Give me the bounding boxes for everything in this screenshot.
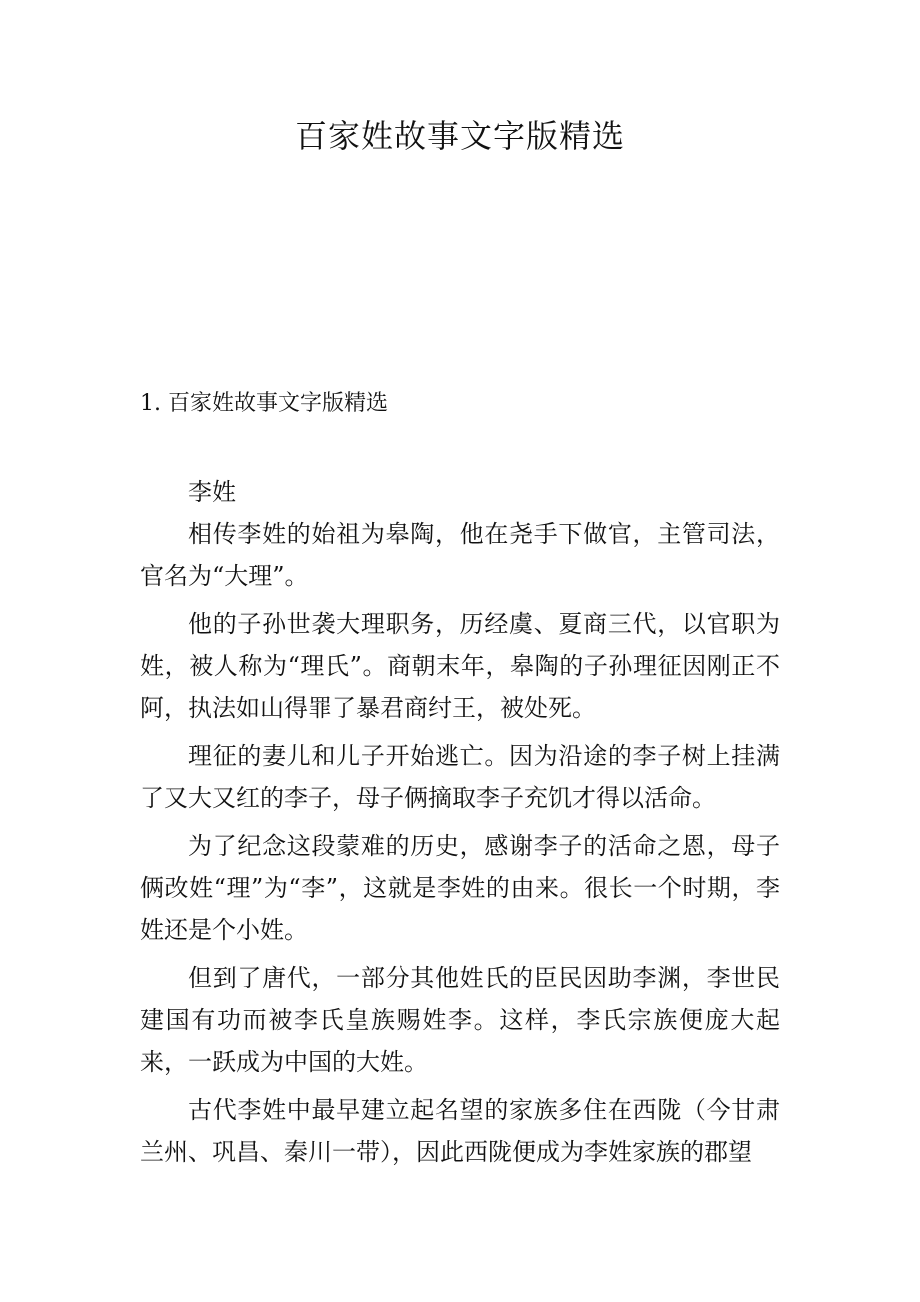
- paragraph-1: 相传李姓的始祖为皋陶，他在尧手下做官，主管司法，官名为“大理”。: [140, 520, 780, 590]
- paragraph-6: 古代李姓中最早建立起名望的家族多住在西陇（今甘肃兰州、巩昌、秦川一带），因此西陇便成为李姓家族的郡望: [140, 1096, 780, 1166]
- paragraph-4: 为了纪念这段蒙难的历史，感谢李子的活命之恩，母子俩改姓“理”为“李”，这就是李姓的由来。很长一个时期，李姓还是个小姓。: [140, 832, 780, 944]
- paragraph-3: 理征的妻儿和儿子开始逃亡。因为沿途的李子树上挂满了又大又红的李子，母子俩摘取李子充饥才得以活命。: [140, 742, 780, 812]
- surname-heading: 李姓: [188, 478, 236, 506]
- paragraph-5: 但到了唐代，一部分其他姓氏的臣民因助李渊，李世民建国有功而被李氏皇族赐姓李。这样，李氏宗族便庞大起来，一跃成为中国的大姓。: [140, 964, 780, 1076]
- paragraph-2: 他的子孙世袭大理职务，历经虞、夏商三代，以官职为姓，被人称为“理氏”。商朝末年，皋陶的子孙理征因刚正不阿，执法如山得罪了暴君商纣王，被处死。: [140, 610, 780, 722]
- document-title: 百家姓故事文字版精选: [294, 117, 625, 155]
- article-body: [140, 471, 780, 1179]
- section-heading: 1. 百家姓故事文字版精选: [140, 391, 388, 416]
